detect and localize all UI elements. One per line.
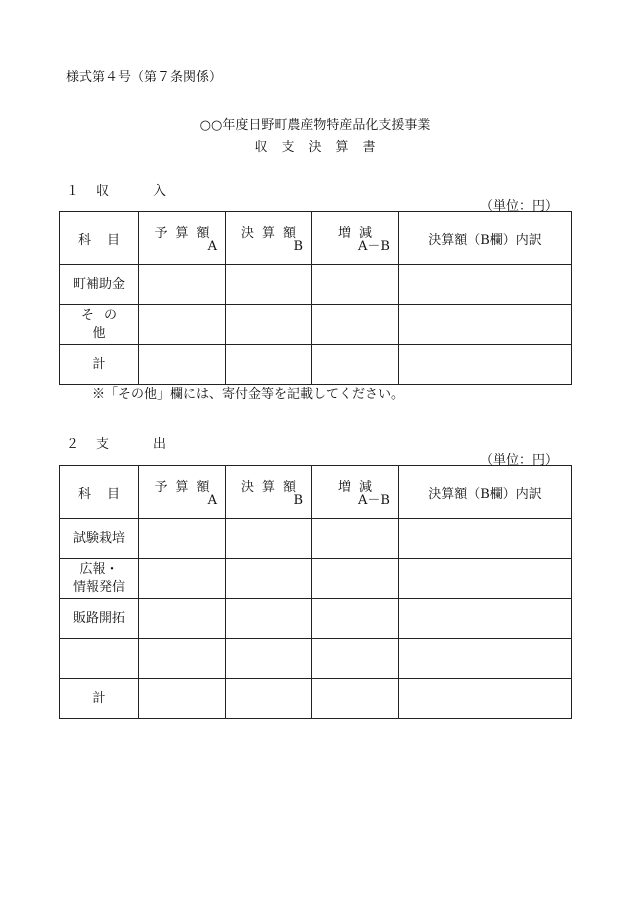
income-unit-label: （単位：円） [479, 199, 558, 214]
expense-header-budget-label: 予算額 [154, 480, 218, 495]
expense-section-number: ２ [66, 437, 80, 452]
expense-change-cell[interactable] [312, 639, 399, 679]
expense-change-cell[interactable] [312, 559, 399, 599]
expense-budget-cell[interactable] [139, 679, 226, 719]
expense-breakdown-cell[interactable] [399, 519, 572, 559]
table-row [60, 519, 572, 559]
income-header-budget-sub: A [207, 239, 217, 254]
expense-breakdown-cell[interactable] [399, 639, 572, 679]
expense-header-settlement [226, 466, 312, 519]
income-row-label: その他 [60, 305, 139, 345]
expense-row-label: 販路開拓 [60, 599, 139, 639]
expense-table [59, 465, 572, 719]
income-header-row [60, 212, 572, 265]
income-header-change [312, 212, 399, 265]
income-change-cell[interactable] [312, 345, 399, 385]
income-breakdown-cell[interactable] [399, 305, 572, 345]
income-total-label: 計 [60, 345, 139, 385]
expense-budget-cell[interactable] [139, 599, 226, 639]
income-table [59, 211, 572, 385]
income-note: ※「その他」欄には、寄付金等を記載してください。 [92, 387, 405, 402]
income-header-settlement-sub: B [293, 239, 303, 254]
expense-change-cell[interactable] [312, 599, 399, 639]
document-title: ○○年度日野町農産物特産品化支援事業 [199, 118, 431, 133]
expense-row-label [60, 559, 139, 599]
expense-settlement-cell[interactable] [226, 599, 312, 639]
income-settlement-cell[interactable] [226, 305, 312, 345]
income-row-label: 町補助金 [60, 265, 139, 305]
expense-header-change-sub: A－B [358, 493, 390, 508]
expense-section-heading [66, 433, 210, 452]
table-row [60, 305, 572, 345]
expense-header-budget-sub: A [207, 493, 217, 508]
table-row [60, 599, 572, 639]
income-change-cell[interactable] [312, 305, 399, 345]
expense-budget-cell[interactable] [139, 639, 226, 679]
income-change-cell[interactable] [312, 265, 399, 305]
income-header-budget [139, 212, 226, 265]
expense-header-change-label: 増減 [337, 480, 380, 495]
income-section-label: 収入 [96, 184, 211, 199]
expense-budget-cell[interactable] [139, 519, 226, 559]
expense-budget-cell[interactable] [139, 559, 226, 599]
income-header-subject: 科目 [60, 212, 139, 265]
income-header-settlement [226, 212, 312, 265]
income-budget-cell[interactable] [139, 345, 226, 385]
income-budget-cell[interactable] [139, 305, 226, 345]
document-subtitle: 収支決算書 [254, 140, 390, 155]
expense-change-cell[interactable] [312, 679, 399, 719]
expense-breakdown-cell[interactable] [399, 559, 572, 599]
table-row [60, 639, 572, 679]
expense-change-cell[interactable] [312, 519, 399, 559]
income-header-breakdown: 決算額（B欄）内訳 [399, 212, 572, 265]
table-row [60, 679, 572, 719]
expense-settlement-cell[interactable] [226, 559, 312, 599]
expense-header-row [60, 466, 572, 519]
expense-row-label-line2: 情報発信 [72, 579, 125, 595]
expense-settlement-cell[interactable] [226, 519, 312, 559]
table-row [60, 559, 572, 599]
income-breakdown-cell[interactable] [399, 265, 572, 305]
expense-header-subject: 科目 [60, 466, 139, 519]
expense-header-settlement-sub: B [293, 493, 303, 508]
income-settlement-cell[interactable] [226, 345, 312, 385]
expense-breakdown-cell[interactable] [399, 599, 572, 639]
expense-header-budget [139, 466, 226, 519]
expense-total-label: 計 [60, 679, 139, 719]
expense-row-label-line1: 広報・ [79, 561, 119, 577]
income-budget-cell[interactable] [139, 265, 226, 305]
income-breakdown-cell[interactable] [399, 345, 572, 385]
expense-header-settlement-label: 決算額 [240, 480, 304, 495]
table-row [60, 265, 572, 305]
expense-row-label: 試験栽培 [60, 519, 139, 559]
expense-header-breakdown: 決算額（B欄）内訳 [399, 466, 572, 519]
income-header-budget-label: 予算額 [154, 226, 218, 241]
expense-row-label-blank[interactable] [60, 639, 139, 679]
income-section-number: １ [66, 184, 80, 199]
expense-section-label: 支出 [96, 437, 211, 452]
table-row [60, 345, 572, 385]
income-settlement-cell[interactable] [226, 265, 312, 305]
income-header-settlement-label: 決算額 [240, 226, 304, 241]
expense-settlement-cell[interactable] [226, 639, 312, 679]
form-number: 様式第４号（第７条関係） [66, 70, 223, 85]
income-header-change-sub: A－B [358, 239, 390, 254]
expense-settlement-cell[interactable] [226, 679, 312, 719]
expense-unit-label: （単位：円） [479, 453, 558, 468]
income-header-change-label: 増減 [337, 226, 380, 241]
income-section-heading [66, 180, 210, 199]
expense-header-change [312, 466, 399, 519]
expense-breakdown-cell[interactable] [399, 679, 572, 719]
